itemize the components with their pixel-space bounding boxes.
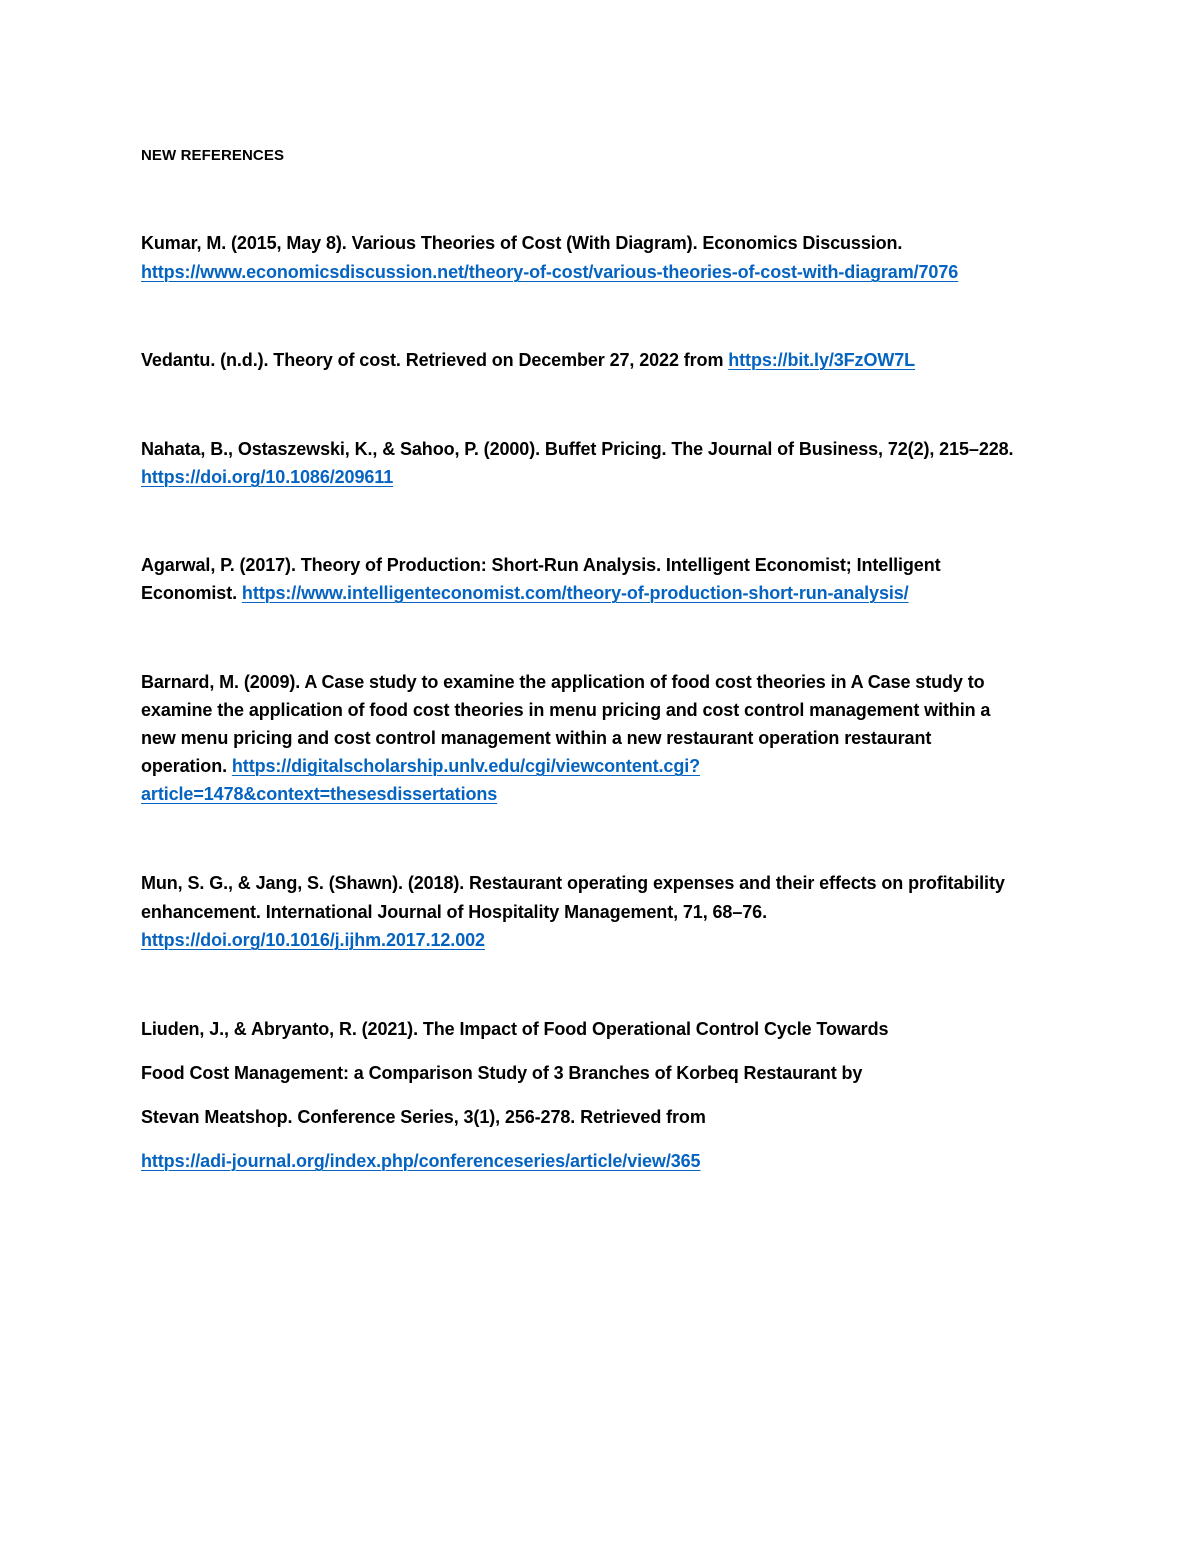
- reference-barnard-link-part-1[interactable]: https://digitalscholarship.unlv.edu/cgi/viewcontent.cgi?: [231, 756, 701, 776]
- reference-barnard-link-line-1: [141, 752, 700, 780]
- reference-kumar-link-line: [141, 258, 958, 286]
- reference-barnard-text-line-3: new menu pricing and cost control management within a new restaurant operation restaurant: [141, 728, 932, 748]
- reference-liuden-text-line-2: Food Cost Management: a Comparison Study of 3 Branches of Korbeq Restaurant by: [141, 1063, 863, 1083]
- reference-vedantu-link[interactable]: https://bit.ly/3FzOW7L: [728, 350, 916, 370]
- reference-kumar-link[interactable]: https://www.economicsdiscussion.net/theory-of-cost/various-theories-of-cost-with-diagram/7076: [141, 262, 959, 282]
- reference-liuden-link-line: [141, 1147, 700, 1175]
- reference-nahata-text: Nahata, B., Ostaszewski, K., & Sahoo, P. (2000). Buffet Pricing. The Journal of Business, 72(2), 215–228.: [141, 439, 1014, 459]
- reference-barnard-text-line-1: Barnard, M. (2009). A Case study to examine the application of food cost theories in A Case study to: [141, 672, 985, 692]
- reference-liuden-link[interactable]: https://adi-journal.org/index.php/conferenceseries/article/view/365: [141, 1151, 701, 1171]
- reference-kumar-text: Kumar, M. (2015, May 8). Various Theories of Cost (With Diagram). Economics Discussion.: [141, 233, 903, 253]
- reference-mun-text-line-1: Mun, S. G., & Jang, S. (Shawn). (2018). Restaurant operating expenses and their effects on profitability: [141, 873, 1005, 893]
- reference-agarwal-link[interactable]: https://www.intelligenteconomist.com/theory-of-production-short-run-analysis/: [241, 583, 909, 603]
- reference-barnard-link-part-2[interactable]: article=1478&context=thesesdissertations: [141, 784, 498, 804]
- reference-mun-link-line: [141, 926, 485, 954]
- reference-vedantu-text: Vedantu. (n.d.). Theory of cost. Retrieved on December 27, 2022 from: [141, 350, 729, 370]
- reference-agarwal-text: Agarwal, P. (2017). Theory of Production: Short-Run Analysis. Intelligent Economist; Intelligent: [141, 555, 941, 575]
- reference-vedantu-line: [141, 346, 915, 374]
- reference-liuden-text-line-1: Liuden, J., & Abryanto, R. (2021). The Impact of Food Operational Control Cycle Towards: [141, 1019, 889, 1039]
- reference-nahata-link[interactable]: https://doi.org/10.1086/209611: [141, 467, 394, 487]
- reference-liuden-text-line-3: Stevan Meatshop. Conference Series, 3(1), 256-278. Retrieved from: [141, 1107, 706, 1127]
- reference-barnard-text-line-2: examine the application of food cost theories in menu pricing and cost control management within a: [141, 700, 991, 720]
- reference-nahata-link-line: [141, 463, 393, 491]
- reference-mun-link[interactable]: https://doi.org/10.1016/j.ijhm.2017.12.002: [141, 930, 485, 950]
- page-heading: NEW REFERENCES: [141, 147, 285, 164]
- reference-barnard-prefix: operation.: [141, 756, 232, 776]
- reference-agarwal-prefix: Economist.: [141, 583, 242, 603]
- reference-agarwal-link-line: [141, 579, 909, 607]
- reference-mun-text-line-2: enhancement. International Journal of Hospitality Management, 71, 68–76.: [141, 902, 767, 922]
- reference-barnard-link-line-2: [141, 780, 497, 808]
